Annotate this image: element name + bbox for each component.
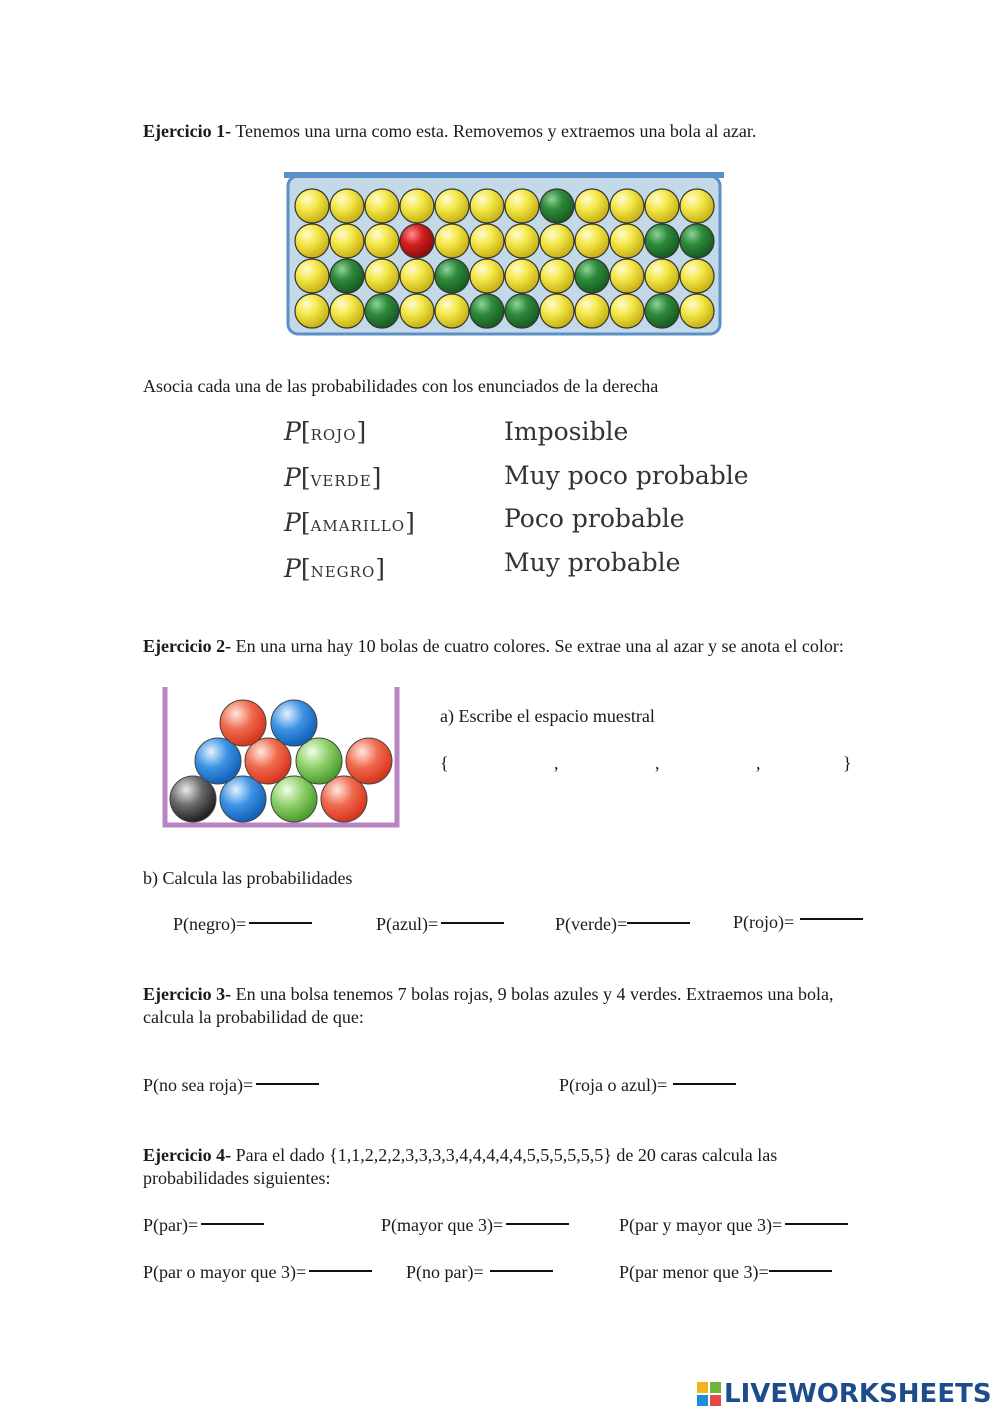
prob-par-y-mayor: P(par y mayor que 3)= <box>619 1214 848 1237</box>
ball-yellow <box>295 294 329 328</box>
statement-item[interactable]: Poco probable <box>504 504 685 533</box>
ball-blue <box>195 738 241 784</box>
ball-yellow <box>575 224 609 258</box>
ball-yellow <box>505 189 539 223</box>
ball-yellow <box>575 189 609 223</box>
liveworksheets-icon <box>696 1381 722 1407</box>
set-comma: , <box>554 753 559 773</box>
exercise-3-label: Ejercicio 3- <box>143 984 232 1004</box>
ball-yellow <box>400 294 434 328</box>
answer-blank[interactable] <box>673 1083 736 1085</box>
ball-red <box>321 776 367 822</box>
exercise-3-text: En una bolsa tenemos 7 bolas rojas, 9 bolas azules y 4 verdes. Extraemos una bola, calcula la probabilidad de que: <box>143 984 834 1027</box>
ball-red <box>346 738 392 784</box>
answer-blank[interactable] <box>800 918 863 920</box>
ball-green <box>271 776 317 822</box>
ball-yellow <box>435 189 469 223</box>
ball-green <box>365 294 399 328</box>
sample-space-set <box>440 752 860 776</box>
ball-red <box>245 738 291 784</box>
answer-blank[interactable] <box>256 1083 319 1085</box>
answer-blank[interactable] <box>627 922 690 924</box>
probability-column <box>284 410 415 592</box>
exercise-1-instruction: Asocia cada una de las probabilidades con los enunciados de la derecha <box>143 376 659 396</box>
set-comma: , <box>655 753 660 773</box>
ball-green <box>330 259 364 293</box>
probability-item[interactable]: P[negro] <box>284 553 386 583</box>
probability-item[interactable]: P[amarillo] <box>284 508 415 537</box>
set-open-brace: { <box>440 753 449 773</box>
ball-yellow <box>470 224 504 258</box>
prob-roja-o-azul: P(roja o azul)= <box>559 1074 736 1097</box>
ball-yellow <box>540 259 574 293</box>
answer-blank[interactable] <box>441 922 504 924</box>
answer-blank[interactable] <box>490 1270 553 1272</box>
ball-blue <box>220 776 266 822</box>
prob-par-menor-que-3: P(par menor que 3)= <box>619 1261 832 1284</box>
ball-yellow <box>645 259 679 293</box>
ball-yellow <box>295 259 329 293</box>
prob-par-o-mayor: P(par o mayor que 3)= <box>143 1261 372 1284</box>
ball-yellow <box>295 224 329 258</box>
ball-yellow <box>435 294 469 328</box>
ball-yellow <box>505 224 539 258</box>
exercise-1-text: Tenemos una urna como esta. Removemos y extraemos una bola al azar. <box>231 121 757 141</box>
answer-blank[interactable] <box>249 922 312 924</box>
exercise-4-label: Ejercicio 4- <box>143 1145 232 1165</box>
ball-yellow <box>610 259 644 293</box>
ball-yellow <box>540 294 574 328</box>
ball-green <box>540 189 574 223</box>
ball-red <box>220 700 266 746</box>
ball-green <box>645 224 679 258</box>
prob-par: P(par)= <box>143 1214 264 1237</box>
ball-green <box>575 259 609 293</box>
exercise-2-label: Ejercicio 2- <box>143 636 232 656</box>
statement-item[interactable]: Muy probable <box>504 547 681 577</box>
ball-yellow <box>435 224 469 258</box>
statement-item[interactable]: Muy poco probable <box>504 460 749 490</box>
ball-green <box>680 224 714 258</box>
probability-item[interactable]: P[rojo] <box>284 417 367 446</box>
prob-verde: P(verde)= <box>555 913 690 936</box>
ball-yellow <box>505 259 539 293</box>
liveworksheets-wordmark: LIVEWORKSHEETS <box>724 1379 992 1409</box>
exercise-2-text: En una urna hay 10 bolas de cuatro colores. Se extrae una al azar y se anota el color: <box>231 636 844 656</box>
ball-yellow <box>400 189 434 223</box>
answer-blank[interactable] <box>201 1223 264 1225</box>
part-b-label: b) Calcula las probabilidades <box>143 868 353 888</box>
answer-blank[interactable] <box>785 1223 848 1225</box>
ball-yellow <box>400 259 434 293</box>
statement-item[interactable]: Imposible <box>504 417 629 446</box>
urn-1-image <box>284 170 724 340</box>
ball-green <box>296 738 342 784</box>
prob-azul: P(azul)= <box>376 913 504 936</box>
ball-yellow <box>365 224 399 258</box>
exercise-4-statement <box>143 1144 863 1190</box>
prob-mayor-que-3: P(mayor que 3)= <box>381 1214 569 1237</box>
ball-yellow <box>610 294 644 328</box>
ball-red <box>400 224 434 258</box>
ball-blue <box>271 700 317 746</box>
ball-yellow <box>680 189 714 223</box>
ball-green <box>435 259 469 293</box>
ball-green <box>645 294 679 328</box>
liveworksheets-logo <box>696 1378 992 1410</box>
ball-green <box>470 294 504 328</box>
ball-yellow <box>680 294 714 328</box>
ball-yellow <box>330 224 364 258</box>
answer-blank[interactable] <box>769 1270 832 1272</box>
probability-item[interactable]: P[verde] <box>284 462 382 492</box>
exercise-3-statement <box>143 983 853 1029</box>
ball-yellow <box>365 259 399 293</box>
set-comma: , <box>756 753 761 773</box>
ball-yellow <box>645 189 679 223</box>
urn-1-rim <box>284 172 724 178</box>
ball-yellow <box>470 189 504 223</box>
ball-yellow <box>540 224 574 258</box>
answer-blank[interactable] <box>506 1223 569 1225</box>
exercise-1-statement <box>143 120 756 143</box>
ball-yellow <box>470 259 504 293</box>
prob-no-roja: P(no sea roja)= <box>143 1074 319 1097</box>
prob-negro: P(negro)= <box>173 913 312 936</box>
ball-yellow <box>330 189 364 223</box>
answer-blank[interactable] <box>309 1270 372 1272</box>
ball-yellow <box>610 224 644 258</box>
ball-yellow <box>365 189 399 223</box>
part-a-label: a) Escribe el espacio muestral <box>440 706 655 726</box>
exercise-2-statement <box>143 635 863 658</box>
ball-yellow <box>680 259 714 293</box>
exercise-1-label: Ejercicio 1- <box>143 121 232 141</box>
statement-column <box>504 410 749 584</box>
prob-rojo: P(rojo)= <box>733 911 863 934</box>
urn-2-image <box>160 685 405 833</box>
ball-yellow <box>295 189 329 223</box>
ball-green <box>505 294 539 328</box>
ball-yellow <box>330 294 364 328</box>
prob-no-par: P(no par)= <box>406 1261 553 1284</box>
ball-yellow <box>575 294 609 328</box>
set-close-brace: } <box>843 753 852 773</box>
ball-yellow <box>610 189 644 223</box>
ball-black <box>170 776 216 822</box>
exercise-4-text: Para el dado {1,1,2,2,2,3,3,3,3,4,4,4,4,4,5,5,5,5,5,5} de 20 caras calcula las probabilidades siguientes: <box>143 1145 778 1188</box>
